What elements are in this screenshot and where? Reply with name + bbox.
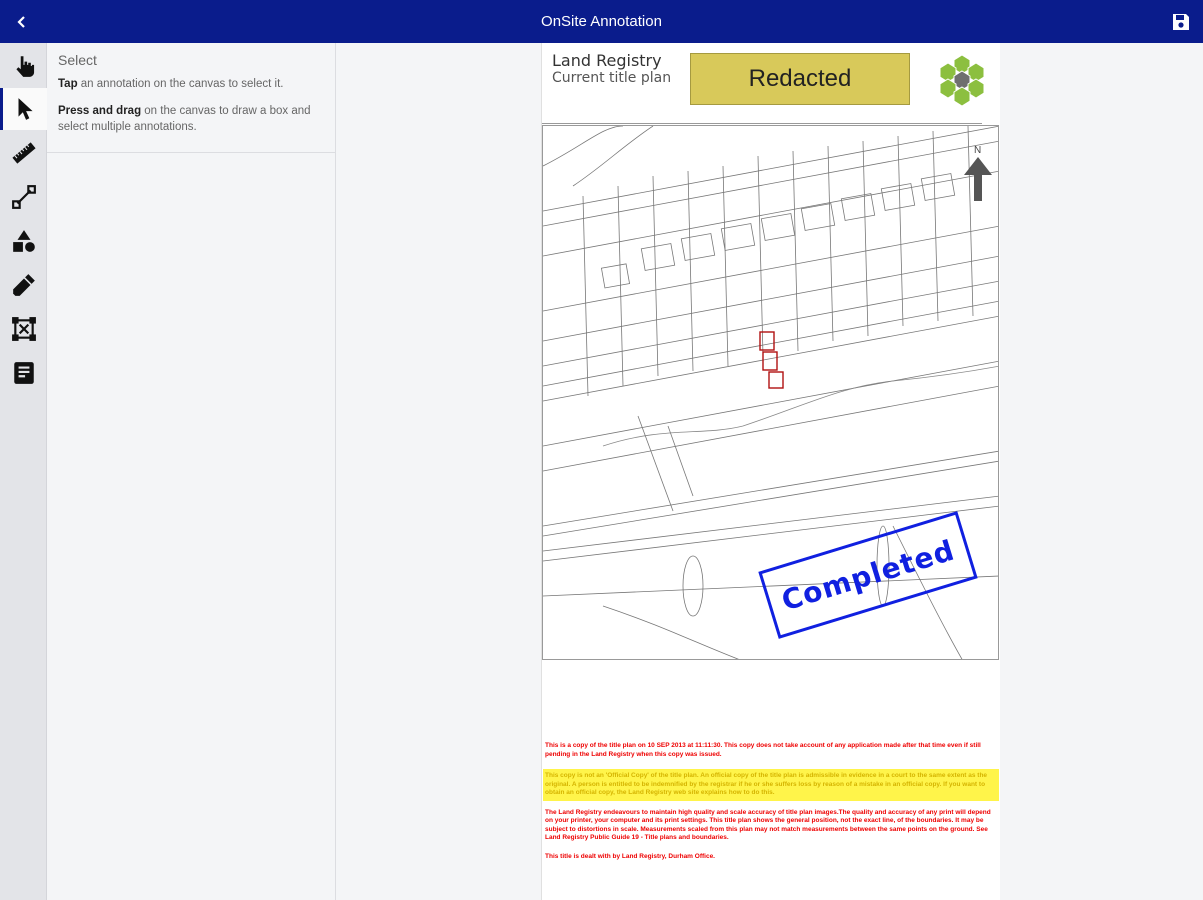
document-header-subtitle: Current title plan [552,70,672,86]
note-office: This title is dealt with by Land Registry, Durham Office. [545,852,715,860]
area-select-icon [11,316,37,342]
document-header-title: Land Registry [552,51,662,70]
select-help-section [47,43,335,153]
shapes-icon [11,228,37,254]
note-copy-date: This is a copy of the title plan on 10 SEP 2013 at 11:11:30. This copy does not take account of any application made after that time even if still pending in the Land Registry when this copy was issued. [545,742,981,758]
shapes-tool-button[interactable] [0,220,47,262]
drag-instruction [58,103,324,135]
tap-instruction [58,76,324,92]
app-header [0,0,1203,43]
app-title: OnSite Annotation [541,13,662,30]
measure-tool-button[interactable] [0,132,47,174]
tap-bold: Tap [58,78,78,90]
drag-text: on the canvas to draw a box and select multiple annotations. [58,105,311,133]
hand-pointer-icon [11,53,37,79]
pen-icon [11,272,37,298]
tool-rail [0,43,47,900]
svg-text:N: N [974,145,982,156]
tap-text: an annotation on the canvas to select it. [77,78,284,90]
redacted-annotation[interactable]: Redacted [690,53,910,105]
document-notes [545,742,999,871]
ruler-icon [11,140,37,166]
completed-stamp-annotation[interactable]: Completed [758,511,977,639]
header-divider [542,123,982,124]
area-select-tool-button[interactable] [0,308,47,350]
panel-title: Select [58,52,97,68]
line-icon [11,184,37,210]
cursor-arrow-icon [12,96,38,122]
land-registry-logo-icon [934,51,990,107]
line-tool-button[interactable] [0,176,47,218]
note-accuracy: The Land Registry endeavours to maintain high quality and scale accuracy of title plan images.The quality and accuracy of any print will depend on your printer, your computer and its print settings. This title plan shows the general position, not the exact line, of the boundaries. It may be subject to distortions in scale. Measurements scaled from this plan may not match measurements between the same points on the ground. See Land Registry Public Guide 19 - Title plans and boundaries. [545,808,991,841]
save-button[interactable] [1167,8,1195,36]
pan-tool-button[interactable] [0,45,47,87]
save-icon [1171,12,1191,32]
drag-bold: Press and drag [58,105,142,117]
notes-icon [11,360,37,386]
pen-tool-button[interactable] [0,264,47,306]
note-official-copy-highlighted[interactable]: This copy is not an 'Official Copy' of the title plan. An official copy of the title plan is admissible in evidence in a court to the same extent as the original. A person is entitled to be indemnified by the registrar if he or she suffers loss by reason of a mistake in an official copy. If you want to obtain an official copy, the Land Registry web site explains how to do this. [543,769,999,801]
tool-help-panel [47,43,336,900]
select-tool-button[interactable] [0,88,47,130]
north-arrow-icon [960,143,996,203]
document-page[interactable] [541,43,1000,900]
notes-tool-button[interactable] [0,352,47,394]
